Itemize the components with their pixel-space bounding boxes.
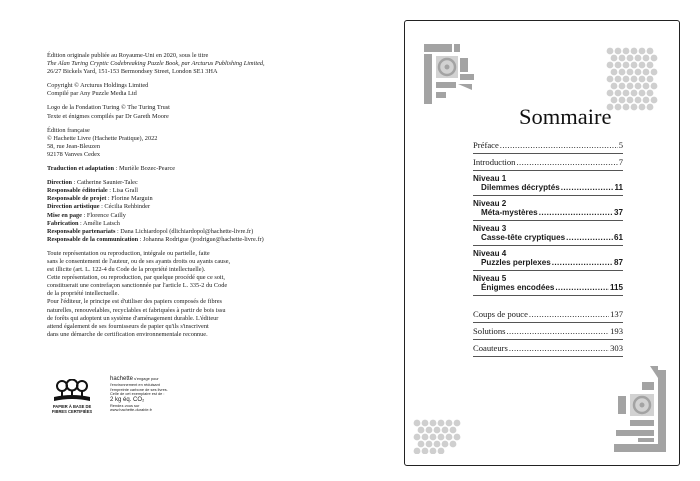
toc-entry-level-5[interactable]	[473, 283, 623, 292]
toc-divider	[473, 195, 623, 196]
bottom-left-honeycomb-icon	[412, 418, 462, 454]
toc-page: 137	[610, 309, 623, 319]
credit-value: : Dana Lichiardopol (dlichiardopol@hachette-livre.fr)	[115, 227, 254, 235]
toc-page: 87	[613, 258, 623, 267]
toc-divider	[473, 295, 623, 296]
toc-page: 5	[618, 140, 623, 150]
hachette-brand: hachette	[110, 376, 134, 382]
edition-line: 26/27 Bickels Yard, 151-153 Bermondsey Street, London SE1 3HA	[47, 68, 218, 76]
hachette-line: s'engage pour	[134, 376, 159, 381]
toc-label: Préface	[473, 140, 499, 150]
french-edition-block	[47, 127, 322, 159]
copyright-block	[47, 82, 322, 98]
legal-line: Pour l'éditeur, le principe est d'utiliser des papiers composés de fibres	[47, 298, 222, 306]
toc-entry-introduction[interactable]	[473, 157, 623, 167]
toc-entry-level-2[interactable]	[473, 208, 623, 217]
legal-line: de forêts qui adoptent un système d'aménagement durable. L'éditeur	[47, 314, 219, 322]
hachette-line: Celle de cet exemplaire est de :	[110, 391, 165, 397]
legal-line: Toute représentation ou reproduction, intégrale ou partielle, faite	[47, 249, 210, 257]
toc-divider	[473, 356, 623, 357]
certified-paper-logo	[46, 379, 98, 415]
credit-label: Responsable éditoriale	[47, 187, 108, 195]
toc-divider	[473, 270, 623, 271]
toc-page: 303	[610, 343, 623, 353]
toc-label: Dilemmes décryptés	[481, 183, 560, 192]
toc-leader	[509, 343, 609, 353]
toc-leader	[561, 183, 614, 192]
toc-leader	[539, 208, 613, 217]
toc-label: Coups de pouce	[473, 309, 528, 319]
credit-label: Responsable partenariats	[47, 227, 116, 235]
toc-page: 7	[618, 157, 623, 167]
credit-value: : Lisa Grall	[107, 187, 138, 195]
toc-label: Puzzles perplexes	[481, 258, 551, 267]
toc-page: 115	[609, 283, 623, 292]
edition-line: The Alan Turing Cryptic Codebreaking Puzzle Book, par Arcturus Publishing Limited,	[47, 60, 265, 68]
legal-line: naturelles, renouvelables, recyclables et fabriquées à partir de bois issu	[47, 306, 226, 314]
credit-label: Responsable de projet	[47, 195, 107, 203]
toc-entry-level-1[interactable]	[473, 183, 623, 192]
toc-page: 61	[613, 233, 623, 242]
trees-book-icon	[46, 379, 98, 405]
hachette-line: Rendez-vous sur	[110, 402, 140, 408]
logo-credit-block	[47, 104, 322, 120]
legal-notice	[47, 250, 322, 339]
toc-page: 193	[610, 326, 623, 336]
toc-level-number: Niveau 1	[473, 174, 507, 183]
hachette-line: l'environnement en réduisant	[110, 382, 160, 387]
caption-line: PAPIER À BASE DE	[52, 404, 92, 409]
toc-title: Sommaire	[519, 104, 612, 129]
hachette-carbon-notice	[110, 376, 180, 413]
hachette-url: www.hachette-durable.fr	[110, 407, 152, 413]
toc-divider	[473, 322, 623, 323]
credit-value: : Florence Cailly	[81, 211, 126, 219]
credit-label: Responsable de la communication	[47, 235, 139, 243]
toc-leader	[552, 258, 613, 267]
credit-label: Traduction et adaptation	[47, 165, 115, 173]
table-of-contents	[473, 140, 623, 360]
credit-value: : Amélie Latsch	[78, 219, 120, 227]
edition-line: Édition originale publiée au Royaume-Uni en 2020, sous le titre	[47, 52, 209, 59]
copyright-line: Copyright © Arcturus Holdings Limited	[47, 82, 149, 90]
toc-level-number: Niveau 5	[473, 274, 507, 283]
toc-leader	[500, 140, 618, 150]
legal-line: de la propriété intellectuelle.	[47, 290, 120, 298]
legal-line: dans une démarche de certification environnementale reconnue.	[47, 330, 208, 338]
original-edition-block	[47, 52, 322, 76]
toc-level-number: Niveau 2	[473, 199, 507, 208]
toc-label: Méta-mystères	[481, 208, 538, 217]
toc-leader	[555, 283, 609, 292]
toc-divider	[473, 153, 623, 154]
logo-credit-line: Texte et énigmes compilés par Dr Gareth Moore	[47, 112, 169, 120]
paper-logo-caption	[46, 405, 98, 415]
toc-entry-coauthors[interactable]	[473, 343, 623, 353]
credit-label: Direction artistique	[47, 203, 100, 211]
credit-value: : Cécilia Rehbinder	[99, 203, 151, 211]
credit-label: Mise en page	[47, 211, 82, 219]
toc-level-number: Niveau 3	[473, 224, 507, 233]
legal-line: Cette représentation, ou reproduction, par quelque procédé que ce soit,	[47, 274, 225, 282]
toc-label: Introduction	[473, 157, 516, 167]
french-edition-line: Édition française	[47, 126, 90, 134]
caption-line: FIBRES CERTIFIÉES	[51, 408, 93, 414]
toc-label: Casse-tête cryptiques	[481, 233, 566, 242]
legal-line: est illicite (art. L. 122-4 du Code de la propriété intellectuelle).	[47, 266, 206, 274]
toc-leader	[506, 326, 609, 336]
french-edition-line: 92178 Vanves Cedex	[47, 150, 101, 158]
credit-value: : Florine Marguin	[106, 195, 153, 203]
translation-credit	[47, 165, 322, 173]
toc-leader	[529, 309, 609, 319]
credit-value: : Johanna Rodrigue (jrodrigue@hachette-livre.fr)	[138, 235, 264, 243]
toc-entry-hints[interactable]	[473, 309, 623, 319]
toc-entry-level-4[interactable]	[473, 258, 623, 267]
toc-label: Énigmes encodées	[481, 283, 555, 292]
toc-entry-preface[interactable]	[473, 140, 623, 150]
toc-divider	[473, 339, 623, 340]
credit-label: Fabrication	[47, 219, 79, 227]
french-edition-line: 58, rue Jean-Bleuzen	[47, 142, 100, 150]
credit-value: : Catherine Saunier-Talec	[72, 179, 138, 187]
toc-label: Solutions	[473, 326, 506, 336]
toc-page: 37	[613, 208, 623, 217]
toc-leader	[566, 233, 613, 242]
legal-line: sans le consentement de l'auteur, ou de ses ayants droits ou ayants cause,	[47, 257, 231, 265]
french-edition-line: © Hachette Livre (Hachette Pratique), 2022	[47, 134, 158, 142]
legal-line: attend également de ses fournisseurs de papier qu'ils s'inscrivent	[47, 322, 209, 330]
top-left-ornament-icon	[424, 44, 478, 106]
copyright-line: Compilé par Any Puzzle Media Ltd	[47, 90, 137, 98]
toc-label: Coauteurs	[473, 343, 508, 353]
toc-leader	[516, 157, 617, 167]
hachette-line: l'empreinte carbone de ses livres.	[110, 386, 168, 392]
legal-line: constituerait une contrefaçon sanctionnée par l'article L. 335-2 du Code	[47, 282, 228, 290]
staff-credits	[47, 179, 322, 244]
credit-label: Direction	[47, 179, 73, 187]
credit-value: : Murièle Bozec-Pearce	[114, 165, 176, 173]
carbon-amount: 2 kg éq. CO₂	[110, 396, 145, 403]
logo-credit-line: Logo de la Fondation Turing © The Turing Trust	[47, 104, 170, 112]
top-right-honeycomb-icon	[604, 46, 660, 116]
toc-divider	[473, 170, 623, 171]
toc-divider	[473, 220, 623, 221]
toc-entry-level-3[interactable]	[473, 233, 623, 242]
toc-level-number: Niveau 4	[473, 249, 507, 258]
toc-divider	[473, 245, 623, 246]
toc-page: 11	[614, 183, 623, 192]
copyright-page	[47, 52, 322, 345]
toc-entry-solutions[interactable]	[473, 326, 623, 336]
bottom-right-ornament-icon	[612, 366, 668, 454]
